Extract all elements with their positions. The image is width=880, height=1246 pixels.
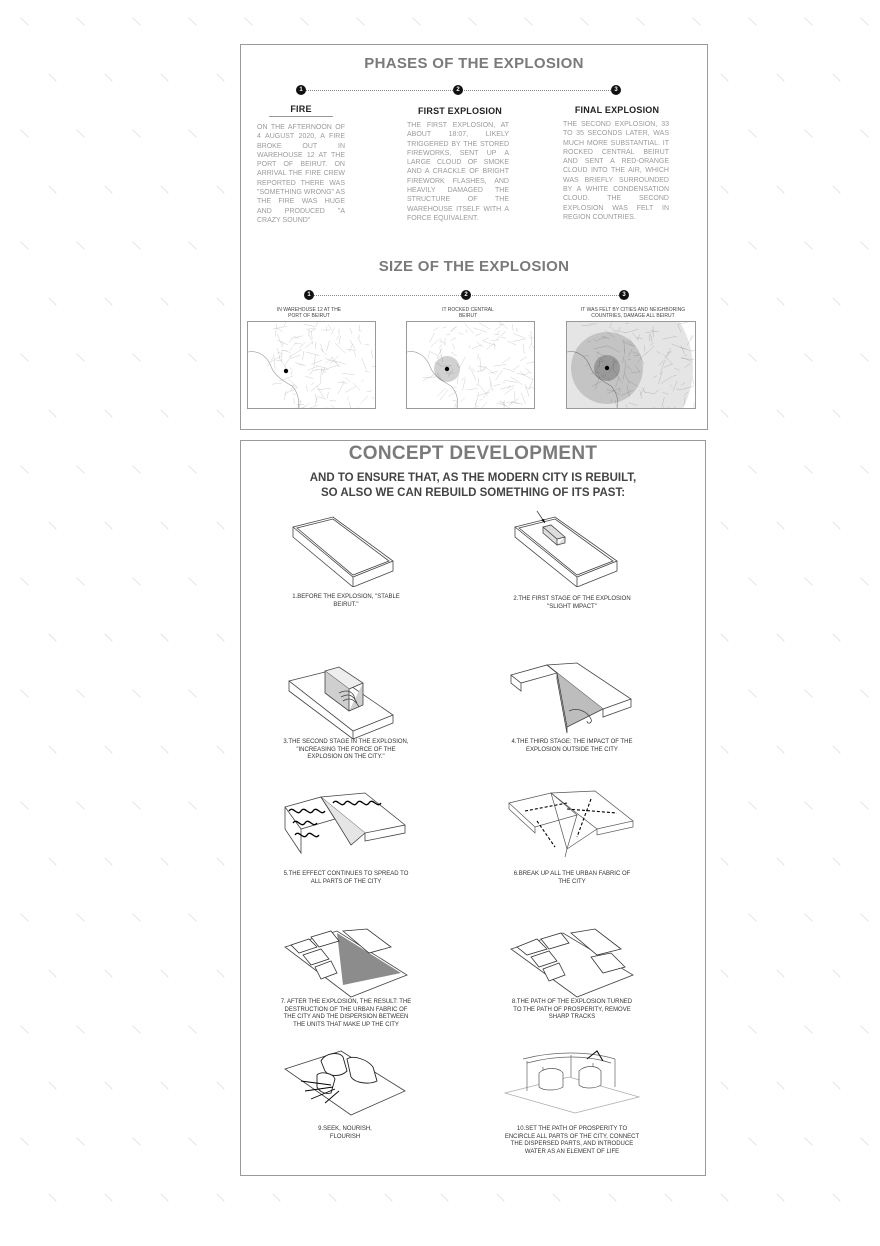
size-1-marker: 1 — [304, 290, 314, 300]
phase-1-text: ON THE AFTERNOON OF 4 AUGUST 2020, A FIRE BROKE OUT IN WAREHOUSE 12 AT THE PORT OF BEIRUT. ON ARRIVAL THE FIRE CREW REPORTED THERE WAS "SOMETHING WRONG" AS THE FIRE WAS HUGE AND PRODUCED "A CRAZY SOUND" — [257, 124, 345, 224]
diagram-stage-2 — [507, 507, 637, 587]
stage-7-caption: 7. AFTER THE EXPLOSION, THE RESULT: THE DESTRUCTION OF THE URBAN FABRIC OF THE CITY AND THE DISPERSION BETWEEN THE UNITS THAT MAKE UP THE CITY — [280, 999, 412, 1028]
phase-3-text: THE SECOND EXPLOSION, 33 TO 35 SECONDS LATER, WAS MUCH MORE SUBSTANTIAL. IT ROCKED CENTRAL BEIRUT AND SENT A RED-ORANGE CLOUD INTO THE AIR, WHICH WAS BRIEFLY SURROUNDED BY A WHITE CONDENSATION CLOUD. THE SECOND EXPLOSION WAS FELT IN REGION COUNTRIES. — [563, 121, 669, 221]
diagram-stage-5 — [281, 789, 411, 869]
concept-subtitle-1: AND TO ENSURE THAT, AS THE MODERN CITY IS REBUILT, — [309, 472, 637, 484]
phase-2-text: THE FIRST EXPLOSION, AT ABOUT 18:07, LIKELY TRIGGERED BY THE STORED FIREWORKS, SENT UP A LARGE CLOUD OF SMOKE AND A CRACKLE OF BRIGHT FIREWORK FLASHES, AND HEAVILY DAMAGED THE STRUCTURE OF THE WAREHOUSE ITSELF WITH A FORCE EQUIVALENT. — [407, 122, 509, 222]
map-stage-1 — [247, 321, 376, 409]
size-2-marker: 2 — [461, 290, 471, 300]
stage-5-caption: 5.THE EFFECT CONTINUES TO SPREAD TO ALL PARTS OF THE CITY — [283, 871, 409, 885]
concept-panel — [240, 440, 706, 1176]
phase-1-marker: 1 — [296, 85, 306, 95]
explosion-point — [445, 367, 449, 371]
stage-3-caption: 3.THE SECOND STAGE IN THE EXPLOSION, "INCREASING THE FORCE OF THE EXPLOSION ON THE CITY." — [283, 739, 409, 760]
stage-2-caption: 2.THE FIRST STAGE OF THE EXPLOSION "SLIGHT IMPACT" — [513, 596, 631, 610]
phase-1-underline — [269, 116, 333, 117]
stage-9-caption: 9.SEEK, NOURISH, FLOURISH — [318, 1126, 372, 1140]
size-1-caption: IN WAREHOUSE 12 AT THE PORT OF BEIRUT — [276, 307, 342, 319]
map-stage-2 — [406, 321, 535, 409]
diagram-stage-7 — [281, 921, 411, 1001]
explosion-point — [284, 369, 288, 373]
stage-1-caption: 1.BEFORE THE EXPLOSION, "STABLE BEIRUT." — [292, 594, 400, 608]
size-title: SIZE OF THE EXPLOSION — [378, 258, 570, 275]
phase-3-marker: 3 — [611, 85, 621, 95]
diagram-stage-10 — [503, 1047, 641, 1127]
stage-10-caption: 10.SET THE PATH OF PROSPERITY TO ENCIRCLE ALL PARTS OF THE CITY, CONNECT THE DISPERSED PARTS, AND INTRODUCE WATER AS AN ELEMENT OF LIFE — [504, 1126, 640, 1155]
phase-2-heading: FIRST EXPLOSION — [417, 106, 502, 116]
phase-3-heading: FINAL EXPLOSION — [574, 105, 660, 115]
diagram-stage-1 — [281, 513, 411, 587]
map-stage-3 — [566, 321, 696, 409]
size-2-caption: IT ROCKED CENTRAL BEIRUT — [442, 307, 494, 319]
diagram-stage-8 — [507, 921, 637, 1001]
diagram-stage-3 — [281, 659, 411, 739]
explosion-panel — [240, 44, 708, 430]
size-3-caption: IT WAS FELT BY CITIES AND NEIGHBORING COUNTRIES, DAMAGE ALL BEIRUT — [580, 307, 686, 319]
size-3-marker: 3 — [619, 290, 629, 300]
concept-title: CONCEPT DEVELOPMENT — [348, 443, 598, 464]
diagram-stage-6 — [507, 789, 637, 869]
stage-8-caption: 8.THE PATH OF THE EXPLOSION TURNED TO THE PATH OF PROSPERITY, REMOVE SHARP TRACKS — [511, 999, 633, 1020]
stage-4-caption: 4.THE THIRD STAGE: THE IMPACT OF THE EXPLOSION OUTSIDE THE CITY — [511, 739, 633, 753]
phases-title: PHASES OF THE EXPLOSION — [364, 55, 584, 72]
diagram-stage-9 — [281, 1041, 411, 1121]
phase-2-marker: 2 — [453, 85, 463, 95]
concept-subtitle-2: SO ALSO WE CAN REBUILD SOMETHING OF ITS PAST: — [320, 487, 626, 499]
phase-1-heading: FIRE — [290, 104, 312, 114]
diagram-stage-4 — [507, 659, 637, 739]
stage-6-caption: 6.BREAK UP ALL THE URBAN FABRIC OF THE CITY — [513, 871, 631, 885]
explosion-point — [605, 366, 609, 370]
